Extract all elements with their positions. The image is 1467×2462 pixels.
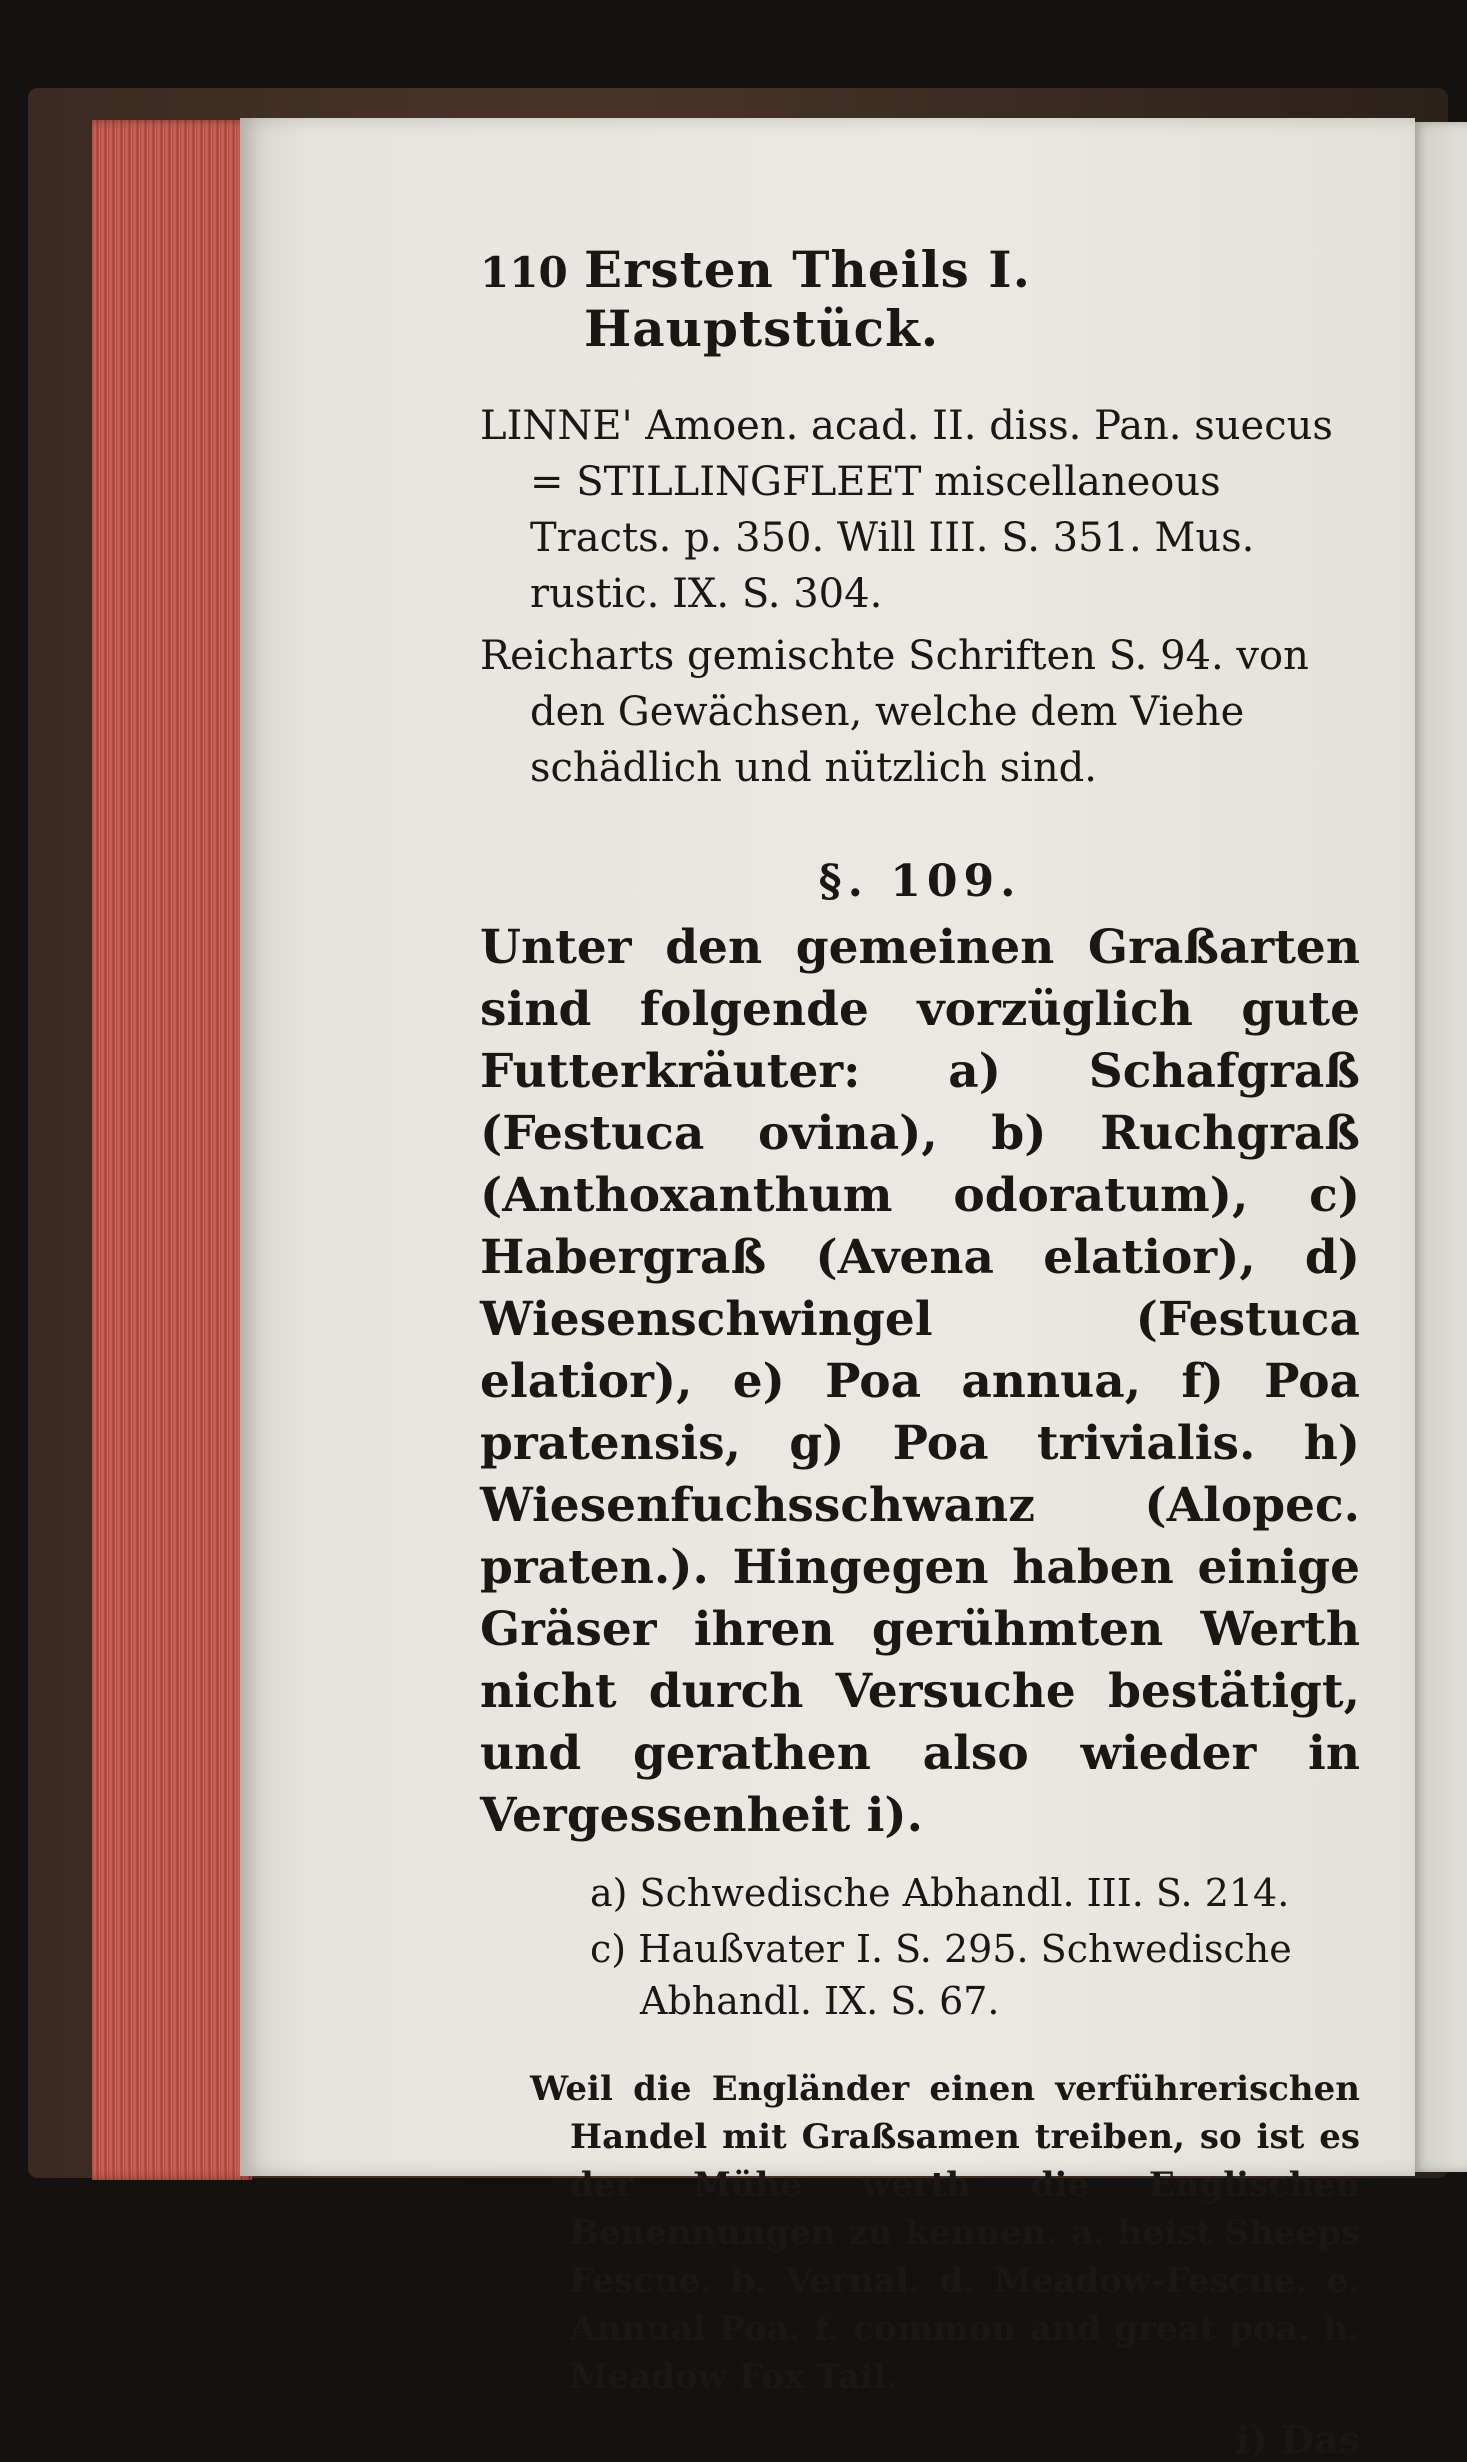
note-text: Weil die Engländer einen verführerischen Handel mit Graßsamen treiben, so ist es der Mühe werth die Englischen Benennungen zu kennen. a. heist Sheeps Fescue. b. Vernal. d. Meadow-Fescue. e. Annual Poa. f. common and great poa. h. Meadow Fox Tail. <box>530 2069 1360 2397</box>
main-paragraph: Unter den gemeinen Graßarten sind folgende vorzüglich gute Futterkräuter: a) Schafgraß (Festuca ovina), b) Ruchgraß (Anthoxanthum odoratum), c) Habergraß (Avena elatior), d) Wiesenschwingel (Festuca elatior), e) Poa annua, f) Poa pratensis, g) Poa trivialis. h) Wiesenfuchsschwanz (Alopec. praten.). Hingegen haben einige Gräser ihren gerühmten Werth nicht durch Versuche bestätigt, und gerathen also wieder in Vergessenheit i). <box>480 920 1360 1843</box>
reference-item: LINNE' Amoen. acad. II. diss. Pan. suecus = STILLINGFLEET miscellaneous Tracts. p. 350. Will III. S. 351. Mus. rustic. IX. S. 304. <box>480 403 1333 617</box>
facing-page-edge <box>1412 122 1467 2172</box>
reference-list <box>480 398 1360 796</box>
reference-item: Reicharts gemischte Schriften S. 94. von den Gewächsen, welche dem Viehe schädlich und nützlich sind. <box>480 633 1309 791</box>
page-edges <box>92 120 252 2180</box>
page-number: 110 <box>480 248 568 297</box>
footnote-list <box>480 1867 1360 2027</box>
catchword: i) Das <box>1235 2417 1360 2462</box>
footnote-item: a) Schwedische Abhandl. III. S. 214. <box>590 1871 1290 1915</box>
running-head: Ersten Theils I. Hauptstück. <box>584 240 1032 358</box>
section-heading: §. 109. <box>818 856 1022 907</box>
page-content <box>480 240 1360 2462</box>
note-block <box>530 2065 1360 2401</box>
page-header <box>480 240 1360 358</box>
footnote-item: c) Haußvater I. S. 295. Schwedische Abhandl. IX. S. 67. <box>590 1927 1292 2023</box>
